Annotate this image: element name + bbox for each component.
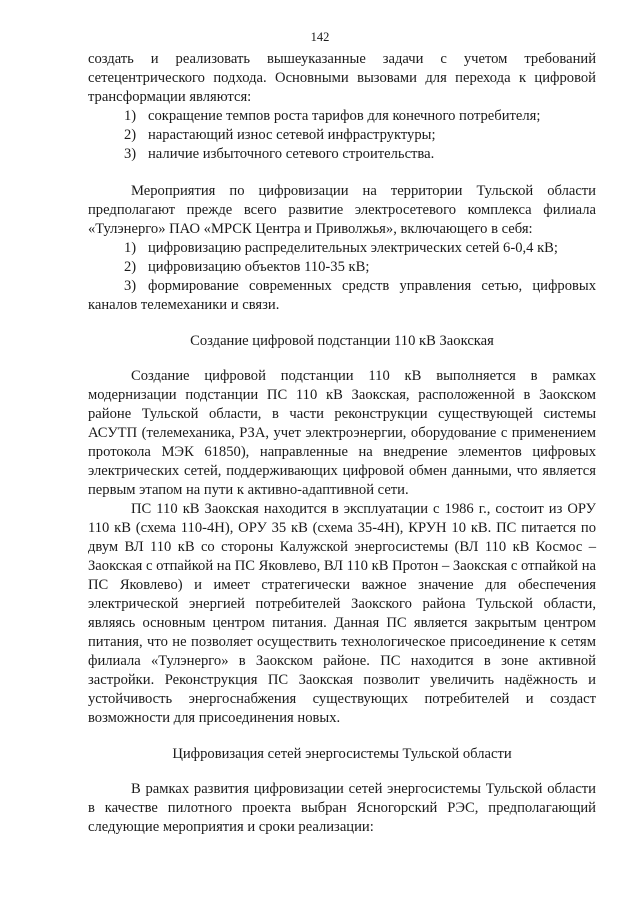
list-item	[88, 107, 596, 126]
list-item-number: 2)	[124, 259, 137, 275]
body-paragraph: ПС 110 кВ Заокская находится в эксплуатации с 1986 г., состоит из ОРУ 110 кВ (схема 110-4Н), ОРУ 35 кВ (схема 35-4Н), КРУН 10 кВ. ПС питается по двум ВЛ 110 кВ со стороны Калужской энергосистемы (ВЛ 110 кВ Космос – Заокская с отпайкой на ПС Яковлево, ВЛ 110 кВ Протон – Заокская с отпайкой на ПС Яковлево) и имеет стратегически важное значение для обеспечения электрической энергией потребителей Заокского района Тульской области, являясь основным центром питания. Данная ПС является закрытым центром питания, что не позволяет осуществить технологическое присоединение к сетям филиала «Тулэнерго» в Заокском районе. ПС находится в зоне активной застройки. Реконструкция ПС Заокская позволит увеличить надёжность и устойчивость энергоснабжения существующих потребителей и создаст возможности для присоединения новых.	[88, 501, 596, 726]
list-item-text: наличие избыточного сетевого строительства.	[148, 146, 435, 162]
list-item	[88, 239, 596, 258]
list-item-number: 1)	[124, 240, 137, 256]
challenges-list	[88, 107, 596, 164]
measures-list	[88, 239, 596, 315]
measures-paragraph: Мероприятия по цифровизации на территории Тульской области предполагают прежде всего развитие электросетевого комплекса филиала «Тулэнерго» ПАО «МРСК Центра и Приволжья», включающего в себя:	[88, 183, 596, 237]
list-item-number: 2)	[124, 127, 137, 143]
page-number: 142	[310, 30, 330, 44]
list-item-number: 3)	[124, 278, 137, 294]
body-paragraph: Создание цифровой подстанции 110 кВ выполняется в рамках модернизации подстанции ПС 110 кВ Заокская, расположенной в Заокском районе Тульской области, в части реконструкции существующей системы АСУТП (телемеханика, РЗА, учет электроэнергии, оборудование с применением протокола МЭК 61850), направленные на внедрение элементов цифровых электрических сетей, поддерживающих цифровой обмен данными, что является первым этапом на пути к активно-адаптивной сети.	[88, 368, 596, 498]
list-item-number: 1)	[124, 108, 137, 124]
list-item	[88, 277, 596, 315]
intro-paragraph: создать и реализовать вышеуказанные задачи с учетом требований сетецентрического подхода. Основными вызовами для перехода к цифровой трансформации являются:	[88, 51, 596, 105]
list-item	[88, 126, 596, 145]
list-item-text: цифровизацию объектов 110-35 кВ;	[148, 259, 370, 275]
list-item-number: 3)	[124, 146, 137, 162]
list-item-text: цифровизацию распределительных электрических сетей 6-0,4 кВ;	[148, 240, 558, 256]
list-item-text: формирование современных средств управления сетью, цифровых каналов телемеханики и связи.	[88, 278, 596, 313]
list-item-text: сокращение темпов роста тарифов для конечного потребителя;	[148, 108, 541, 124]
page-content	[88, 50, 596, 837]
body-paragraph: В рамках развития цифровизации сетей энергосистемы Тульской области в качестве пилотного проекта выбран Ясногорский РЭС, предполагающий следующие мероприятия и сроки реализации:	[88, 781, 596, 835]
section-heading: Создание цифровой подстанции 110 кВ Заокская	[190, 333, 494, 349]
section-heading: Цифровизация сетей энергосистемы Тульской области	[172, 746, 512, 762]
list-item	[88, 258, 596, 277]
list-item-text: нарастающий износ сетевой инфраструктуры;	[148, 127, 436, 143]
list-item	[88, 145, 596, 164]
